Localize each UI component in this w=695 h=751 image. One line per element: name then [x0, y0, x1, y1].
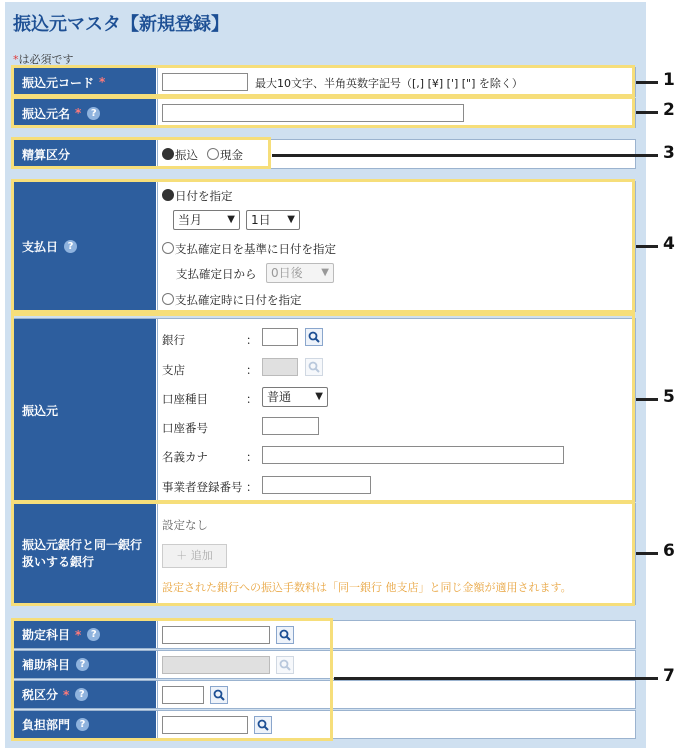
callout-number-5: 5: [663, 387, 675, 407]
callout-number-3: 3: [663, 143, 675, 163]
business-no-label: 事業者登録番号: [162, 480, 243, 494]
radio-specify-date-label: 日付を指定: [175, 189, 233, 203]
colon: ：: [246, 363, 258, 377]
label-source: 振込元: [14, 319, 156, 501]
radio-at-confirm-label: 支払確定時に日付を指定: [175, 293, 302, 307]
label-tax: 税区分 * ?: [14, 681, 156, 708]
highlight-1: [11, 65, 635, 97]
radio-base-confirm-label: 支払確定日を基準に日付を指定: [175, 242, 336, 256]
highlight-6: [11, 501, 635, 606]
callout-number-2: 2: [663, 100, 675, 120]
callout-number-6: 6: [663, 541, 675, 561]
colon: ：: [246, 333, 258, 347]
help-icon[interactable]: ?: [76, 718, 89, 731]
highlight-5: [11, 313, 635, 503]
callout-line-5: [636, 398, 658, 401]
label-sub-account: 補助科目 ?: [14, 651, 156, 678]
month-select[interactable]: 当月 ▼: [173, 210, 240, 230]
bank-label: 銀行: [162, 333, 185, 347]
required-star: *: [13, 53, 19, 66]
add-bank-button[interactable]: ＋ 追加: [162, 544, 227, 568]
colon: ：: [246, 450, 258, 464]
account-type-label: 口座種目: [162, 392, 208, 406]
page-title: 振込元マスタ【新規登録】: [13, 14, 229, 35]
help-icon[interactable]: ?: [76, 658, 89, 671]
help-icon[interactable]: ?: [64, 240, 77, 253]
label-name: 振込元名 * ?: [14, 99, 156, 127]
callout-line-3: [272, 154, 658, 157]
callout-line-4: [636, 245, 658, 248]
highlight-3: [11, 137, 271, 169]
code-hint: 最大10文字、半角英数字記号（[,] [¥] ['] ["] を除く）: [255, 77, 523, 90]
colon: ：: [246, 480, 258, 494]
callout-number-1: 1: [663, 70, 675, 90]
highlight-7: [11, 618, 333, 741]
same-bank-note: 設定された銀行への振込手数料は「同一銀行 他支店」と同じ金額が適用されます。: [162, 581, 572, 594]
radio-transfer-label: 振込: [175, 148, 198, 162]
label-same-bank: 振込元銀行と同一銀行 扱いする銀行: [14, 504, 156, 604]
branch-label: 支店: [162, 363, 185, 377]
required-star: *: [75, 106, 82, 120]
highlight-2: [11, 96, 635, 128]
required-star: *: [99, 75, 106, 89]
callout-line-1: [636, 81, 658, 84]
chevron-down-icon: ▼: [227, 214, 235, 225]
holder-kana-label: 名義カナ: [162, 450, 208, 464]
account-type-select[interactable]: 普通 ▼: [262, 387, 328, 407]
required-note-text: は必須です: [18, 53, 74, 66]
help-icon[interactable]: ?: [87, 628, 100, 641]
day-select[interactable]: 1日 ▼: [246, 210, 300, 230]
chevron-down-icon: ▼: [287, 214, 295, 225]
callout-line-6: [636, 552, 658, 555]
required-star: *: [75, 627, 82, 642]
callout-line-7: [334, 677, 658, 680]
help-icon[interactable]: ?: [87, 107, 100, 120]
account-number-label: 口座番号: [162, 421, 208, 435]
help-icon[interactable]: ?: [75, 688, 88, 701]
callout-line-2: [636, 111, 658, 114]
label-dept: 負担部門 ?: [14, 711, 156, 738]
label-account: 勘定科目 * ?: [14, 621, 156, 648]
offset-label: 支払確定日から: [176, 267, 257, 281]
callout-number-4: 4: [663, 234, 675, 254]
highlight-4: [11, 179, 635, 313]
chevron-down-icon: ▼: [315, 391, 323, 402]
label-code: 振込元コード *: [14, 68, 156, 96]
required-star: *: [63, 687, 70, 702]
radio-cash-label: 現金: [220, 148, 243, 162]
label-settlement: 精算区分: [14, 140, 156, 168]
chevron-down-icon: ▼: [321, 267, 329, 278]
callout-number-7: 7: [663, 666, 675, 686]
label-payday: 支払日 ?: [14, 182, 156, 311]
same-bank-none: 設定なし: [162, 518, 208, 532]
offset-select[interactable]: 0日後 ▼: [266, 263, 334, 283]
colon: ：: [246, 392, 258, 406]
